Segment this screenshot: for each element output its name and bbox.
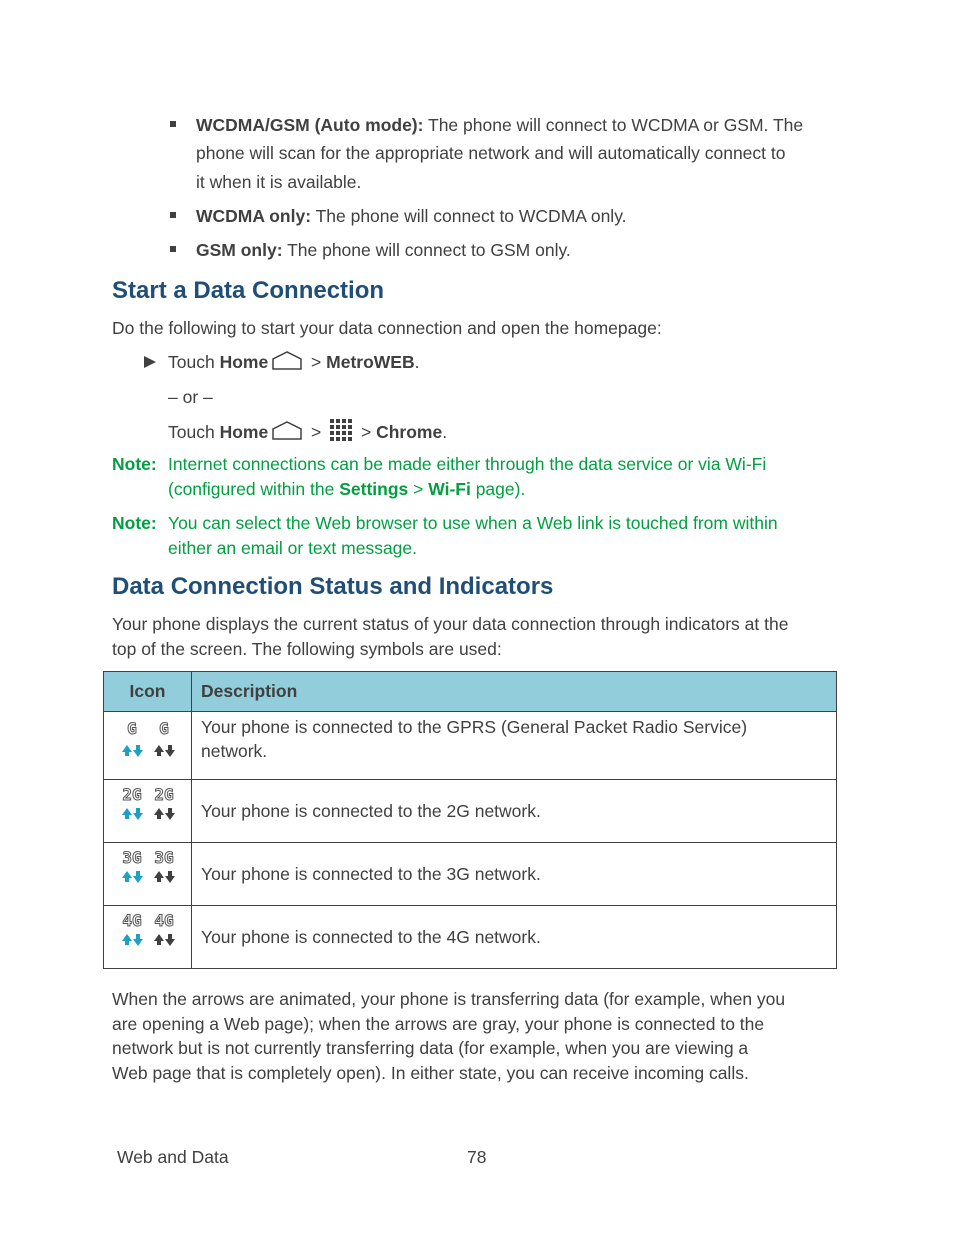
idle-upload-arrow	[154, 808, 164, 819]
step-arrow-icon	[144, 356, 156, 368]
table-cell-description	[192, 843, 837, 906]
indicator-icon-cell	[104, 780, 192, 843]
3g-indicator-icon	[104, 843, 191, 900]
bullet-marker	[170, 212, 176, 218]
row-description-line1: Your phone is connected to the 4G network.	[201, 927, 541, 947]
table-cell-description	[192, 780, 837, 843]
note-internet-line1: Internet connections can be made either through the data service or via Wi-Fi	[168, 454, 767, 474]
idle-download-arrow	[165, 808, 175, 820]
network-type-glyph: 2G	[122, 785, 142, 804]
home-icon	[271, 350, 303, 370]
idle-download-arrow	[165, 745, 175, 757]
active-upload-arrow	[122, 934, 132, 945]
bullet-wcdma-only: WCDMA only: The phone will connect to WCDMA only.	[196, 206, 627, 226]
table-row	[104, 843, 837, 906]
table-header-icon: Icon	[104, 672, 192, 712]
section2-intro-line2: top of the screen. The following symbols are used:	[112, 639, 502, 659]
bullet-auto-mode-line2: phone will scan for the appropriate network and will automatically connect to	[196, 143, 786, 163]
section-heading-start-data: Start a Data Connection	[112, 277, 385, 304]
idle-download-arrow	[165, 871, 175, 883]
active-download-arrow	[133, 871, 143, 883]
bullet-auto-mode: WCDMA/GSM (Auto mode): The phone will connect to WCDMA or GSM. The	[196, 115, 804, 135]
active-download-arrow	[133, 808, 143, 820]
indicator-table	[103, 671, 837, 969]
idle-upload-arrow	[154, 934, 164, 945]
row-description-line1: Your phone is connected to the 3G network.	[201, 864, 541, 884]
section-intro: Do the following to start your data connection and open the homepage:	[112, 318, 662, 338]
indicator-icon-cell	[104, 906, 192, 969]
table-header-description: Description	[192, 672, 837, 712]
table-row	[104, 906, 837, 969]
note-internet-line2: (configured within the Settings > Wi-Fi page).	[168, 479, 526, 499]
table-row	[104, 712, 837, 780]
closing-line3: network but is not currently transferring data (for example, when you are viewing a	[112, 1038, 749, 1058]
network-type-glyph: 3G	[154, 848, 174, 867]
section2-intro-line1: Your phone displays the current status of your data connection through indicators at the	[112, 614, 789, 634]
gprs-indicator-icon	[104, 712, 191, 774]
network-type-glyph: G	[159, 719, 169, 738]
4g-indicator-icon	[104, 906, 191, 963]
row-description-line1: Your phone is connected to the GPRS (General Packet Radio Service)	[201, 717, 748, 737]
footer-section-title: Web and Data	[117, 1147, 229, 1167]
table-cell-description	[192, 906, 837, 969]
network-type-glyph: 4G	[122, 911, 142, 930]
bullet-marker	[170, 246, 176, 252]
note-label: Note:	[112, 513, 157, 533]
bullet-marker	[170, 121, 176, 127]
bullet-gsm-only: GSM only: The phone will connect to GSM only.	[196, 240, 571, 260]
table-cell-description	[192, 712, 837, 780]
note-browser-line2: either an email or text message.	[168, 538, 418, 558]
row-description-line1: Your phone is connected to the 2G network.	[201, 801, 541, 821]
apps-grid-icon	[329, 418, 353, 442]
note-browser-line1: You can select the Web browser to use when a Web link is touched from within	[168, 513, 778, 533]
idle-download-arrow	[165, 934, 175, 946]
step-touch-home-metroweb: Touch Home > MetroWEB.	[168, 352, 420, 372]
step-touch-home-chrome: Touch Home > > Chrome.	[168, 418, 447, 444]
home-icon	[271, 420, 303, 440]
active-upload-arrow	[122, 871, 132, 882]
row-description-line2: network.	[201, 741, 268, 761]
idle-upload-arrow	[154, 745, 164, 756]
footer-page-number: 78	[467, 1147, 487, 1167]
indicator-icon-cell	[104, 712, 192, 780]
idle-upload-arrow	[154, 871, 164, 882]
table-row	[104, 780, 837, 843]
network-type-glyph: 3G	[122, 848, 142, 867]
indicator-icon-cell	[104, 843, 192, 906]
active-upload-arrow	[122, 745, 132, 756]
active-upload-arrow	[122, 808, 132, 819]
network-type-glyph: G	[127, 719, 137, 738]
network-type-glyph: 4G	[154, 911, 174, 930]
2g-indicator-icon	[104, 780, 191, 837]
network-type-glyph: 2G	[154, 785, 174, 804]
closing-line2: are opening a Web page); when the arrows are gray, your phone is connected to the	[112, 1014, 765, 1034]
closing-line4: Web page that is completely open). In either state, you can receive incoming calls.	[112, 1063, 749, 1083]
bullet-auto-mode-line3: it when it is available.	[196, 172, 362, 192]
active-download-arrow	[133, 745, 143, 757]
or-separator: – or –	[168, 387, 213, 407]
section-heading-status-indicators: Data Connection Status and Indicators	[112, 573, 554, 600]
note-label: Note:	[112, 454, 157, 474]
closing-line1: When the arrows are animated, your phone is transferring data (for example, when you	[112, 989, 786, 1009]
table-header-row	[104, 672, 837, 712]
active-download-arrow	[133, 934, 143, 946]
